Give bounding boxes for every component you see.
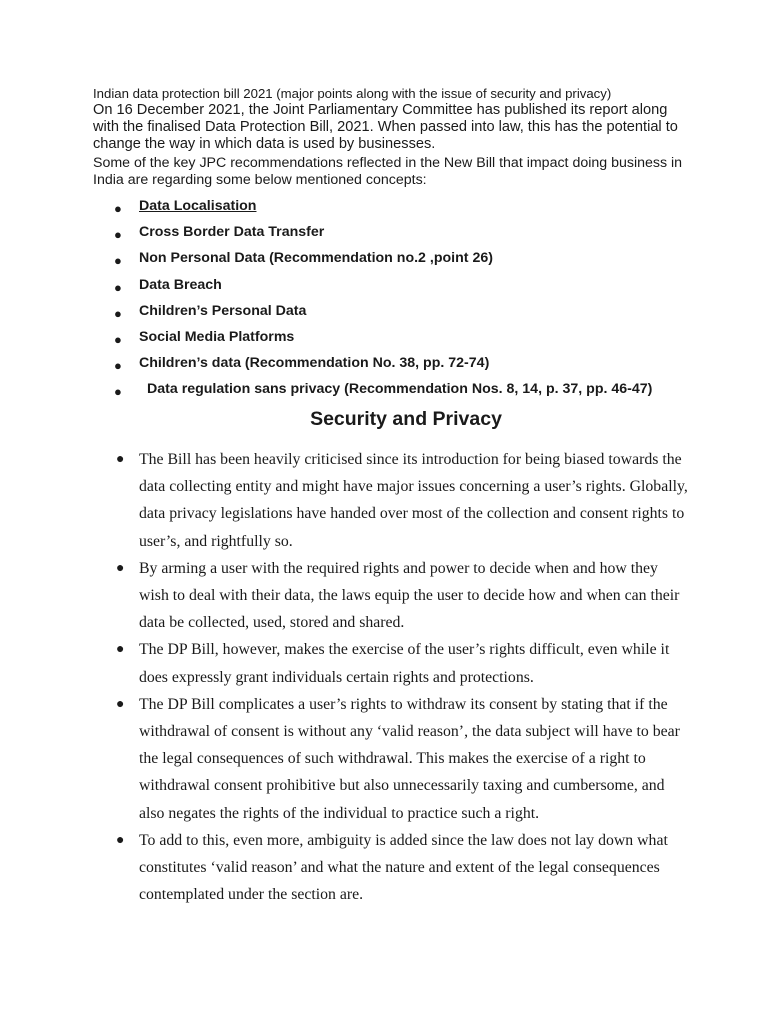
section-heading: Security and Privacy <box>310 408 502 430</box>
topic-item <box>0 275 652 301</box>
bullet-icon: ● <box>114 279 122 295</box>
point-item <box>0 446 690 555</box>
topic-item <box>0 379 652 405</box>
bullet-icon: ● <box>116 642 125 658</box>
bullet-icon: ● <box>114 253 122 269</box>
bullet-icon: ● <box>114 331 122 347</box>
point-text: By arming a user with the required rights and power to decide when and how they wish to deal with their data, the laws equip the user to decide how and when can their data be collected, used, stored and shared. <box>139 559 680 632</box>
bullet-icon: ● <box>114 305 122 321</box>
point-text: The DP Bill, however, makes the exercise of the user’s rights difficult, even while it does expressly grant individuals certain rights and protections. <box>139 641 670 686</box>
point-text: To add to this, even more, ambiguity is added since the law does not lay down what constitutes ‘valid reason’ and what the nature and extent of the legal consequences contemplated under the section are. <box>139 831 668 904</box>
bullet-icon: ● <box>114 384 122 400</box>
topic-label: Data regulation sans privacy (Recommendation Nos. 8, 14, p. 37, pp. 46-47) <box>147 381 653 398</box>
topic-label: Cross Border Data Transfer <box>139 224 325 241</box>
point-item <box>0 636 690 690</box>
point-text: The Bill has been heavily criticised since its introduction for being biased towards the data collecting entity and might have major issues concerning a user’s rights. Globally, data privacy legislations have handed over most of the collection and consent rights to user’s, and rightfully so. <box>139 451 688 550</box>
intro-paragraph-2: Some of the key JPC recommendations reflected in the New Bill that impact doing business in India are regarding some below mentioned concepts: <box>93 155 683 188</box>
bullet-icon: ● <box>116 832 125 848</box>
topic-label: Social Media Platforms <box>139 328 295 345</box>
topic-item <box>0 301 652 327</box>
topics-list <box>0 196 652 406</box>
bullet-icon: ● <box>114 227 122 243</box>
point-item <box>0 555 690 637</box>
bullet-icon: ● <box>114 358 122 374</box>
topic-label: Data Localisation <box>139 198 257 214</box>
topic-label: Non Personal Data (Recommendation no.2 ,point 26) <box>139 250 493 267</box>
bullet-icon: ● <box>114 201 122 216</box>
points-list <box>0 446 690 908</box>
topic-label: Children’s data (Recommendation No. 38, pp. 72-74) <box>139 355 490 372</box>
topic-item <box>0 222 652 248</box>
bullet-icon: ● <box>116 696 125 712</box>
topic-item <box>0 196 652 222</box>
bullet-icon: ● <box>116 560 125 576</box>
topic-item <box>0 248 652 274</box>
point-item <box>0 691 690 827</box>
document-title: Indian data protection bill 2021 (major points along with the issue of security and privacy) <box>93 86 612 101</box>
intro-paragraph-1: On 16 December 2021, the Joint Parliamentary Committee has published its report along with the finalised Data Protection Bill, 2021. When passed into law, this has the potential to change the way in which data is used by businesses. <box>93 102 678 152</box>
topic-label: Data Breach <box>139 276 222 293</box>
topic-label: Children’s Personal Data <box>139 302 307 319</box>
point-text: The DP Bill complicates a user’s rights to withdraw its consent by stating that if the withdrawal of consent is without any ‘valid reason’, the data subject will have to bear the legal consequences of such withdrawal. This makes the exercise of a right to withdrawal consent prohibitive but also unnecessarily taxing and cumbersome, and also negates the rights of the individual to practice such a right. <box>139 695 680 822</box>
topic-item <box>0 353 652 379</box>
topic-item <box>0 327 652 353</box>
bullet-icon: ● <box>116 452 125 467</box>
point-item <box>0 827 690 909</box>
